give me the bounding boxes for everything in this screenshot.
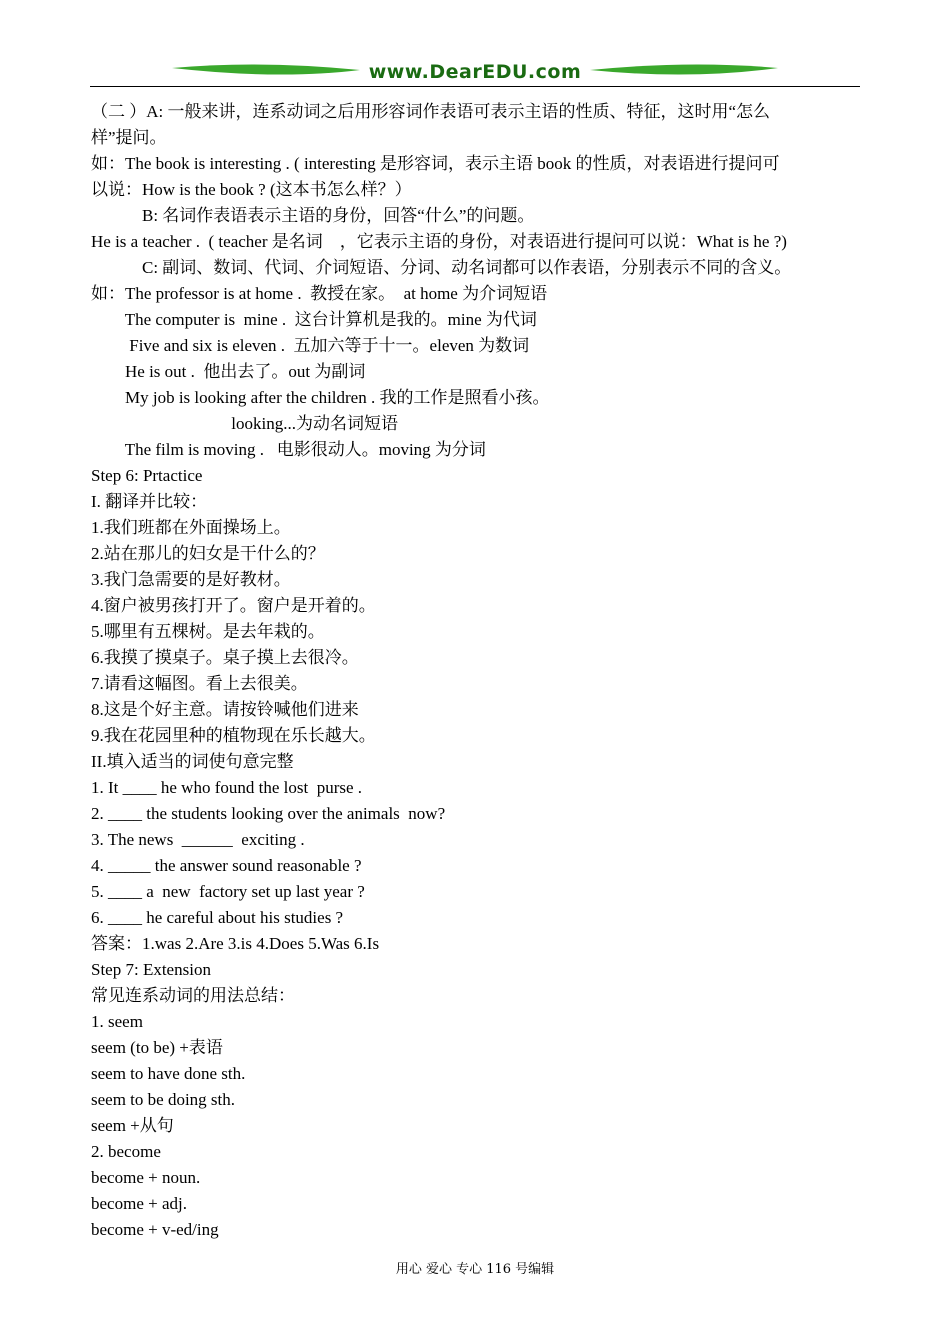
- document-body: [91, 99, 861, 1243]
- text-line: （二 ）A: 一般来讲，连系动词之后用形容词作表语可表示主语的性质、特征，这时用“怎么: [91, 102, 771, 121]
- text-line: 6.我摸了摸桌子。桌子摸上去很冷。: [91, 648, 359, 667]
- text-line: become + adj.: [91, 1194, 187, 1213]
- text-line: II.填入适当的词使句意完整: [91, 752, 294, 771]
- text-line: 1. seem: [91, 1012, 143, 1031]
- text-line: C: 副词、数词、代词、介词短语、分词、动名词都可以作表语，分别表示不同的含义。: [91, 258, 792, 277]
- text-line: 8.这是个好主意。请按铃喊他们进来: [91, 700, 359, 719]
- text-line: Step 7: Extension: [91, 960, 211, 979]
- text-line: He is a teacher . ( teacher 是名词 ，它表示主语的身份，对表语进行提问可以说：What is he ?): [91, 232, 787, 251]
- text-line: 以说：How is the book ? (这本书怎么样？）: [91, 180, 412, 199]
- text-line: 5. ____ a new factory set up last year ?: [91, 882, 365, 901]
- text-line: 3. The news ______ exciting .: [91, 830, 305, 849]
- text-line: seem +从句: [91, 1116, 174, 1135]
- text-line: seem to have done sth.: [91, 1064, 246, 1083]
- text-line: 2.站在那儿的妇女是干什么的？: [91, 544, 325, 563]
- page-header: [90, 58, 860, 90]
- text-line: He is out . 他出去了。out 为副词: [91, 362, 366, 381]
- text-line: seem (to be) +表语: [91, 1038, 223, 1057]
- text-line: 如：The professor is at home . 教授在家。 at home 为介词短语: [91, 284, 548, 303]
- text-line: 4. _____ the answer sound reasonable ?: [91, 856, 362, 875]
- text-line: looking...为动名词短语: [91, 414, 398, 433]
- text-line: 6. ____ he careful about his studies ?: [91, 908, 344, 927]
- text-line: My job is looking after the children . 我的工作是照看小孩。: [91, 388, 550, 407]
- site-logo-text: www.DearEDU.com: [368, 61, 582, 83]
- text-line: 9.我在花园里种的植物现在乐长越大。: [91, 726, 376, 745]
- text-line: Step 6: Prtactice: [91, 466, 203, 485]
- text-line: 3.我门急需要的是好教材。: [91, 570, 291, 589]
- text-line: 7.请看这幅图。看上去很美。: [91, 674, 308, 693]
- text-line: become + v-ed/ing: [91, 1220, 219, 1239]
- text-line: The computer is mine . 这台计算机是我的。mine 为代词: [91, 310, 537, 329]
- text-line: The film is moving . 电影很动人。moving 为分词: [91, 440, 486, 459]
- header-rule: [90, 86, 860, 87]
- text-line: 1. It ____ he who found the lost purse .: [91, 778, 363, 797]
- text-line: 1.我们班都在外面操场上。: [91, 518, 291, 537]
- text-line: B: 名词作表语表示主语的身份，回答“什么”的问题。: [91, 206, 535, 225]
- text-line: 如：The book is interesting . ( interesting 是形容词，表示主语 book 的性质，对表语进行提问可: [91, 154, 780, 173]
- text-line: become + noun.: [91, 1168, 201, 1187]
- text-line: 常见连系动词的用法总结：: [91, 986, 295, 1005]
- text-line: 4.窗户被男孩打开了。窗户是开着的。: [91, 596, 376, 615]
- text-line: 答案：1.was 2.Are 3.is 4.Does 5.Was 6.Is: [91, 934, 380, 953]
- text-line: 2. become: [91, 1142, 161, 1161]
- text-line: Five and six is eleven . 五加六等于十一。eleven 为数词: [91, 336, 530, 355]
- text-line: 样”提问。: [91, 128, 167, 147]
- page-footer: 用心 爱心 专心 116 号编辑: [395, 1262, 555, 1277]
- text-line: 5.哪里有五棵树。是去年栽的。: [91, 622, 325, 641]
- text-line: seem to be doing sth.: [91, 1090, 236, 1109]
- text-line: 2. ____ the students looking over the animals now?: [91, 804, 446, 823]
- text-line: I. 翻译并比较：: [91, 492, 208, 511]
